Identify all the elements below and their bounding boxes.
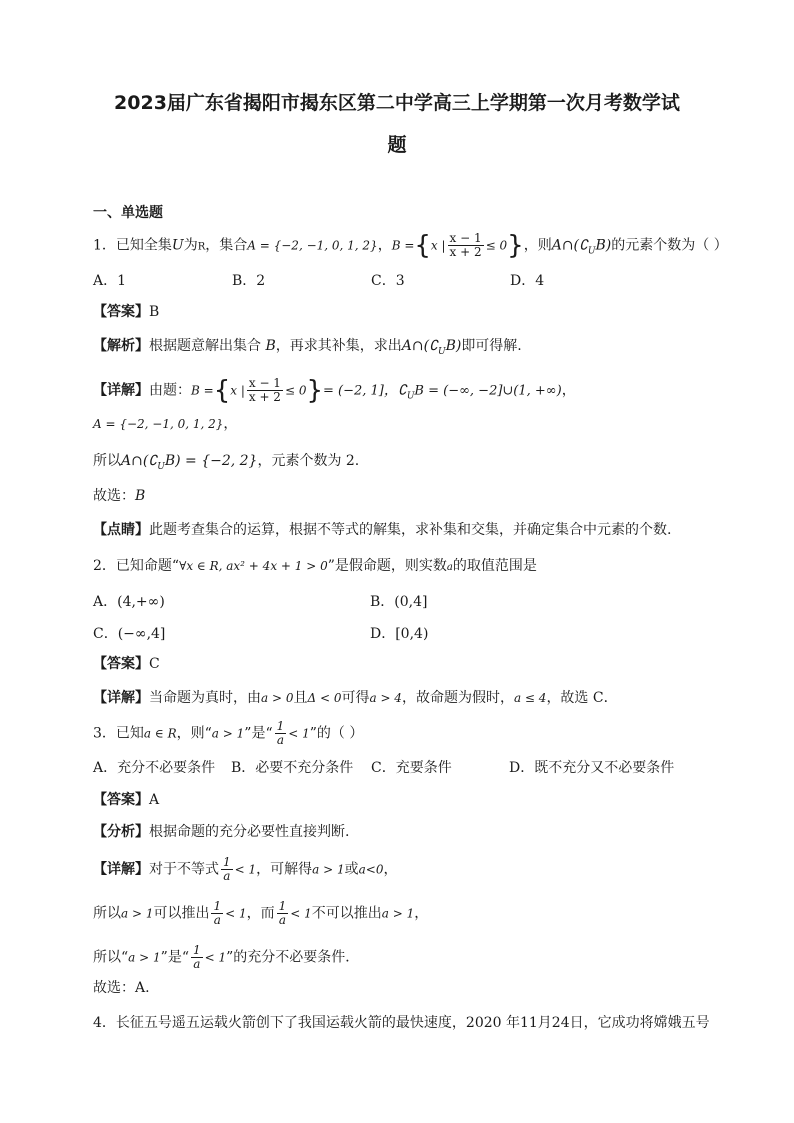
q1-comment: 【点睛】此题考查集合的运算，根据不等式的解集，求补集和交集，并确定集合中元素的个数. xyxy=(93,522,672,538)
q1-answer: 【答案】B xyxy=(93,304,160,320)
q3-choice: 故选：A. xyxy=(93,980,150,996)
q3-detail: 【详解】对于不等式 $\frac{1}{a}$ < 1，可解得a > 1或a<0， xyxy=(93,855,398,883)
q3-answer: 【答案】A xyxy=(93,792,160,808)
fraction: $\frac{x - 1}{x + 2}$ xyxy=(449,231,482,259)
q3-detail-line2: 所以a > 1可以推出 $\frac{1}{a}$ < 1，而 $\frac{1}{a}$ < 1不可以推出a > 1， xyxy=(93,899,429,927)
q1-detail-set-a: A = {−2, −1, 0, 1, 2}， xyxy=(93,416,238,432)
question-1-stem: 1．已知全集U为R，集合A = {−2, −1, 0, 1, 2}，B ={x | $\frac{x - 1}{x + 2}$ ≤ 0}，则$A\cap(∁_UB)$的元素个数为（ ） xyxy=(93,230,728,261)
q2-detail: 【详解】当命题为真时，由a > 0且Δ < 0可得a > 4，故命题为假时，a ≤ 4，故选 C． xyxy=(93,690,618,706)
fraction: $\frac{1}{a}$ xyxy=(213,899,222,927)
q3-option-c: C．充要条件 xyxy=(371,760,452,776)
q3-option-b: B．必要不充分条件 xyxy=(231,760,354,776)
q2-answer: 【答案】C xyxy=(93,656,160,672)
question-2-stem: 2．已知命题“∀x ∈ R, ax² + 4x + 1 > 0”是假命题，则实数a的取值范围是 xyxy=(93,558,537,574)
question-3-stem: 3．已知a ∈ R，则“a > 1”是“ $\frac{1}{a}$ < 1”的（ ） xyxy=(93,719,364,747)
q1-detail: 【详解】由题：B ={x | $\frac{x - 1}{x + 2}$ ≤ 0}= (−2, 1]，$∁_UB$ = (−∞, −2]∪(1, +∞)， xyxy=(93,375,576,406)
q3-detail-line3: 所以“a > 1”是“ $\frac{1}{a}$ < 1”的充分不必要条件． xyxy=(93,943,360,971)
q1-analysis: 【解析】根据题意解出集合 B，再求其补集，求出$A\cap(∁_UB)$即可得解. xyxy=(93,338,522,357)
q2-option-d: D．[0,4) xyxy=(370,626,429,642)
q1-detail-conclusion: 所以$A\cap(∁_UB) = \{-2$, 2}，元素个数为 2. xyxy=(93,453,360,472)
q3-option-a: A．充分不必要条件 xyxy=(93,760,216,776)
q2-option-a: A．(4,+∞) xyxy=(93,594,165,610)
fraction: $\frac{1}{a}$ xyxy=(276,719,285,747)
q1-option-c: C．3 xyxy=(371,273,405,289)
fraction: $\frac{x - 1}{x + 2}$ xyxy=(248,376,281,404)
q2-option-b: B．(0,4] xyxy=(370,594,428,610)
q3-option-d: D．既不充分又不必要条件 xyxy=(509,760,675,776)
paper-title-line1: 2023届广东省揭阳市揭东区第二中学高三上学期第一次月考数学试 xyxy=(114,92,680,114)
question-4-stem: 4．长征五号遥五运载火箭创下了我国运载火箭的最快速度，2020 年11月24日，它成功将嫦娥五号 xyxy=(93,1015,710,1031)
fraction: $\frac{1}{a}$ xyxy=(278,899,287,927)
paper-title-line2: 题 xyxy=(387,134,407,156)
fraction: $\frac{1}{a}$ xyxy=(192,943,201,971)
q1-choice: 故选：B xyxy=(93,488,146,504)
q1-option-d: D．4 xyxy=(510,273,545,289)
fraction: $\frac{1}{a}$ xyxy=(223,855,231,883)
section-heading: 一、单选题 xyxy=(93,205,163,221)
q2-option-c: C．(−∞,4] xyxy=(93,626,166,642)
q1-option-b: B．2 xyxy=(232,273,266,289)
q3-analysis: 【分析】根据命题的充分必要性直接判断. xyxy=(93,824,350,840)
q1-option-a: A．1 xyxy=(93,273,127,289)
